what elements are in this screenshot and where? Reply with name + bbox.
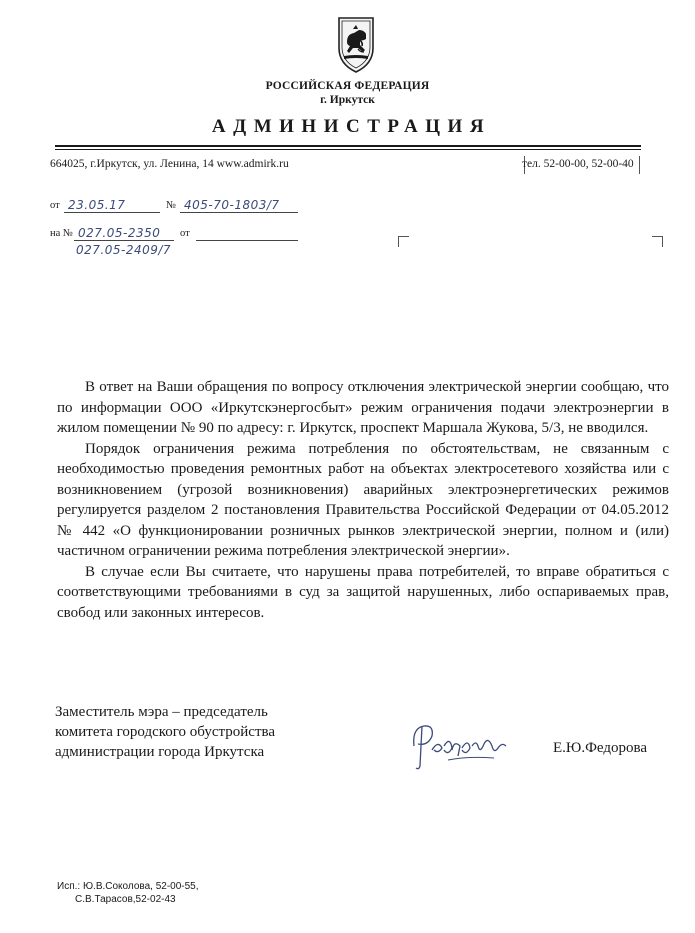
body-paragraph-2: Порядок ограничения режима потребления по обстоятельствам, не связанным с необходимостью проведения ремонтных работ на объектах электросетевого хозяйства или с возникновением (угрозой возникновения) аварийных электроэнергетических режимов регулируется разделом 2 постановления Правительства Российской Федерации от 04.05.2012 № 442 «О функционировании розничных рынков электрической энергии, полном и (или) частичном ограничении режима потребления электрической энергии». — [57, 440, 669, 559]
country-name: РОССИЙСКАЯ ФЕДЕРАЦИЯ — [265, 80, 430, 92]
date-label: от — [50, 200, 60, 211]
executor-line-1: Исп.: Ю.В.Соколова, 52-00-55, — [57, 881, 199, 892]
coat-of-arms-icon — [333, 12, 379, 74]
addressee-corner-right — [652, 236, 663, 247]
number-label: № — [166, 200, 177, 211]
signatory-title — [55, 702, 275, 762]
organization-phone: тел. 52-00-00, 52-00-40 — [522, 158, 634, 170]
signatory-title-line-3: администрации города Иркутска — [55, 744, 265, 760]
organization-address: 664025, г.Иркутск, ул. Ленина, 14 www.admirk.ru — [50, 158, 289, 170]
handwritten-signature — [408, 716, 512, 772]
executor-info — [57, 880, 199, 906]
body-paragraph-3: В случае если Вы считаете, что нарушены права потребителей, то вправе обратиться с соответствующими требованиями в суд за защитой нарушенных, либо оспариваемых прав, свобод или законных интересов. — [57, 563, 669, 621]
reply-number-1: 027.05-2350 — [78, 226, 161, 240]
date-underline — [64, 212, 160, 213]
body-paragraph-1: В ответ на Ваши обращения по вопросу отключения электрической энергии сообщаю, что по информации ООО «Иркутскэнергосбыт» режим ограничения подачи электроэнергии в жилом помещении № 90 по адресу: г. Иркутск, проспект Маршала Жукова, 5/3, не вводился. — [57, 379, 669, 436]
number-underline — [180, 212, 298, 213]
reply-number-underline — [74, 240, 174, 241]
outgoing-number: 405-70-1803/7 — [184, 198, 280, 212]
signatory-title-line-2: комитета городского обустройства — [55, 724, 276, 740]
letter-body — [57, 377, 669, 623]
city-name: г. Иркутск — [320, 94, 375, 106]
reply-number-2: 027.05-2409/7 — [76, 243, 172, 257]
addressee-corner-left — [398, 236, 409, 247]
organization-title: АДМИНИСТРАЦИЯ — [211, 116, 492, 137]
signatory-title-line-1: Заместитель мэра – председатель — [55, 704, 268, 720]
reply-number-label: на № — [50, 228, 73, 239]
executor-line-2: С.В.Тарасов,52-02-43 — [75, 894, 176, 905]
signatory-name: Е.Ю.Федорова — [553, 740, 648, 756]
outgoing-date: 23.05.17 — [68, 198, 126, 212]
header-divider — [55, 145, 641, 147]
reply-date-label: от — [180, 228, 190, 239]
header-divider-thin — [55, 149, 641, 150]
reply-date-underline — [196, 240, 298, 241]
